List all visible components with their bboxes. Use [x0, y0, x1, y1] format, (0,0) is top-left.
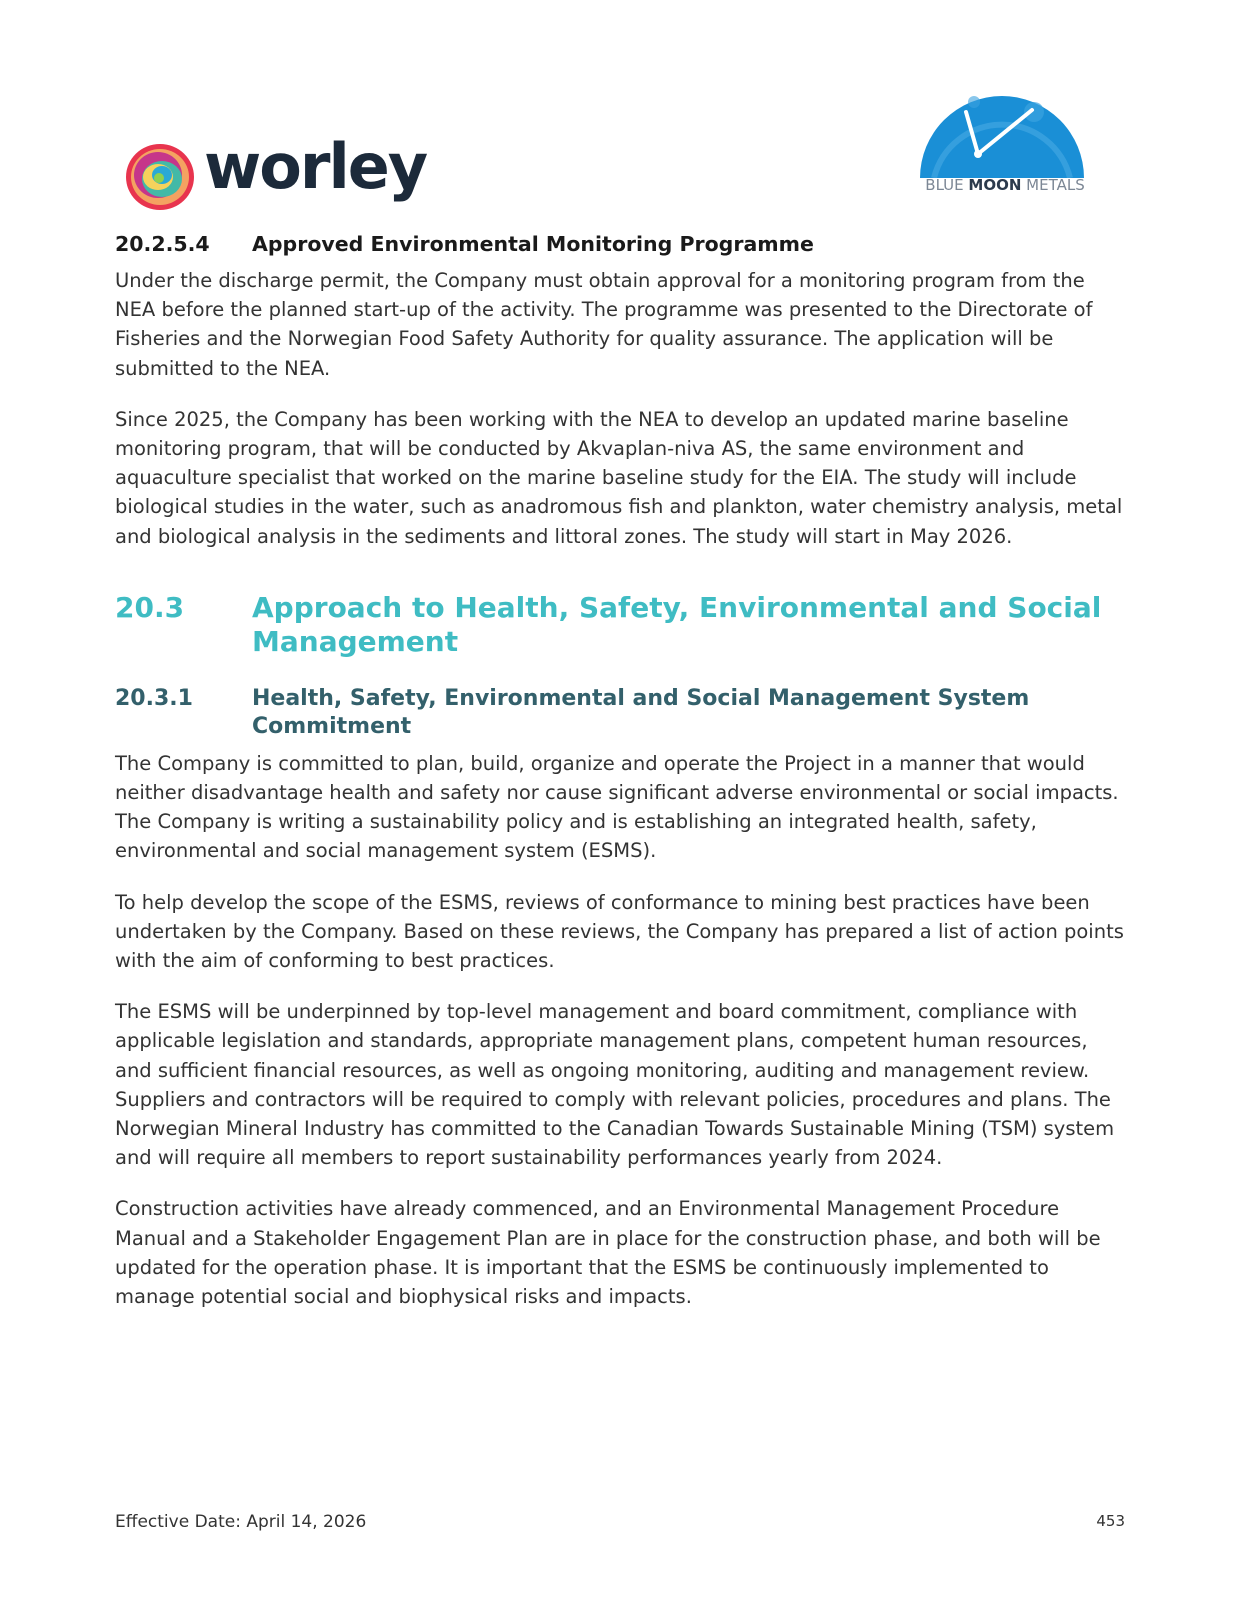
heading-20-3-1: [115, 685, 1125, 741]
moon-clock-icon: [914, 72, 1090, 178]
heading-20-3: [115, 591, 1125, 659]
heading-number: 20.2.5.4: [115, 232, 210, 256]
blue-moon-metals-logo: [900, 72, 1110, 204]
heading-20-2-5-4: [115, 230, 1125, 258]
worley-swirl-icon: [122, 139, 198, 215]
paragraph: The ESMS will be underpinned by top-level management and board commitment, compliance with applicable legislation and standards, appropriate management plans, competent human resources, and sufficient financial resources, as well as ongoing monitoring, auditing and management review. Suppliers and contractors will be required to comply with relevant policies, procedures and plans. The Norwegian Mineral Industry has committed to the Canadian Towards Sustainable Mining (TSM) system and will require all members to report sustainability performances yearly from 2024.: [115, 1000, 1115, 1170]
page-body: [115, 230, 1125, 1333]
page-number: 453: [1096, 1512, 1125, 1530]
heading-title: Approved Environmental Monitoring Programme: [252, 232, 814, 256]
effective-date: Effective Date: April 14, 2026: [115, 1512, 367, 1532]
blue-moon-metals-wordmark: BLUE MOON METALS: [925, 176, 1085, 194]
heading-title: Health, Safety, Environmental and Social Management System Commitment: [252, 685, 1030, 739]
heading-title: Approach to Health, Safety, Environmental and Social Management: [252, 590, 1102, 658]
worley-logo: [122, 130, 432, 215]
paragraph: Since 2025, the Company has been working with the NEA to develop an updated marine baseline monitoring program, that will be conducted by Akvaplan-niva AS, the same environment and aquaculture specialist that worked on the marine baseline study for the EIA. The study will include biological studies in the water, such as anadromous fish and plankton, water chemistry analysis, metal and biological analysis in the sediments and littoral zones. The study will start in May 2026.: [115, 407, 1123, 548]
paragraph: Under the discharge permit, the Company must obtain approval for a monitoring program from the NEA before the planned start-up of the activity. The programme was presented to the Directorate of Fisheries and the Norwegian Food Safety Authority for quality assurance. The application will be submitted to the NEA.: [115, 269, 1093, 380]
paragraph: Construction activities have already commenced, and an Environmental Management Procedure Manual and a Stakeholder Engagement Plan are in place for the construction phase, and both will be updated for the operation phase. It is important that the ESMS be continuously implemented to manage potential social and biophysical risks and impacts.: [115, 1197, 1101, 1309]
heading-number: 20.3.1: [115, 685, 193, 711]
paragraph: To help develop the scope of the ESMS, reviews of conformance to mining best practices have been undertaken by the Company. Based on these reviews, the Company has prepared a list of action points with the aim of conforming to best practices.: [115, 890, 1124, 973]
worley-wordmark: worley: [204, 130, 427, 203]
paragraph: The Company is committed to plan, build, organize and operate the Project in a manner that would neither disadvantage health and safety nor cause significant adverse environmental or social impacts. The Company is writing a sustainability policy and is establishing an integrated health, safety, environmental and social management system (ESMS).: [115, 751, 1119, 863]
heading-number: 20.3: [115, 590, 185, 624]
